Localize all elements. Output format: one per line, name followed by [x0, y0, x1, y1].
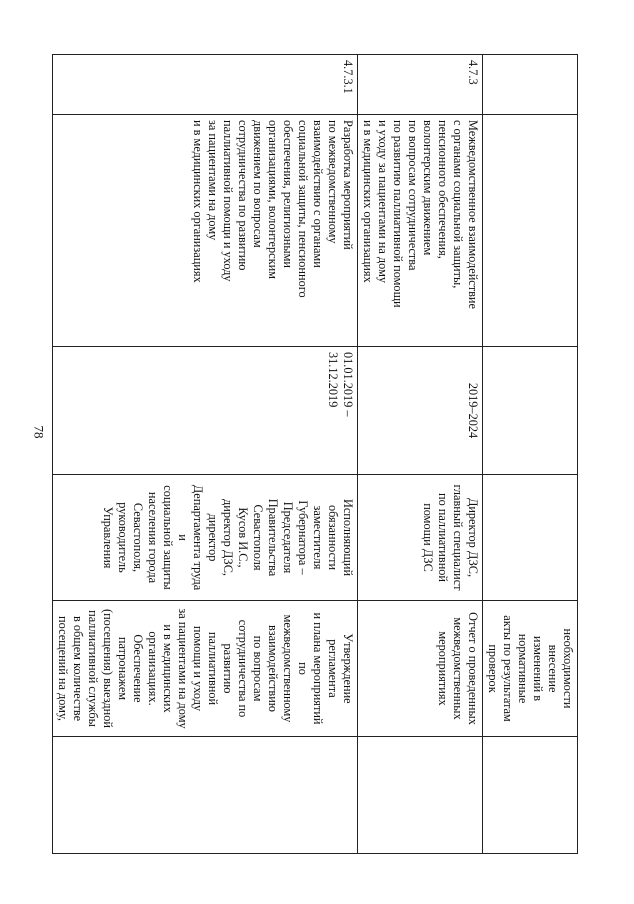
responsible-line: Губернатора –: [296, 500, 310, 575]
result-line: акты по результатам: [501, 615, 515, 722]
measure-name-line: Межведомственное взаимодействие: [466, 120, 480, 309]
responsible-line: социальной защиты: [161, 485, 175, 590]
responsible-line: Севастополя: [251, 504, 265, 571]
responsible-line: руководитель: [116, 502, 130, 573]
term-line: 31.12.2019: [326, 352, 340, 408]
result-line: помощи и уходу: [191, 625, 205, 712]
responsible-line: главный специалист: [451, 484, 465, 591]
measure-name-cell: [483, 115, 578, 347]
result-line: паллиативной службы: [86, 610, 100, 727]
measure-name-line: и в медицинских организациях: [361, 120, 375, 283]
result-line: Утверждение регламента: [326, 633, 355, 704]
term-line: 2019–2024: [466, 382, 480, 439]
measure-name-cell: [358, 115, 483, 347]
responsible-cell: [358, 475, 483, 601]
result-line: организациях.: [146, 631, 160, 706]
item-number-cell: [483, 55, 578, 115]
measure-name-line: обеспечения, религиозными: [281, 120, 295, 268]
result-line: изменений в нормативные: [516, 633, 545, 704]
measure-name-line: взаимодействию с органами: [311, 120, 325, 268]
responsible-line: обязанности: [326, 504, 340, 571]
responsible-line: Исполняющий: [341, 498, 355, 577]
table-row: [53, 55, 358, 854]
responsible-cell: [53, 475, 358, 601]
measure-name-line: по межведомственному: [326, 120, 340, 244]
measure-name-line: и уходу за пациентами на дому: [376, 120, 390, 284]
result-line: мероприятиях: [436, 631, 450, 706]
result-cell: [358, 601, 483, 737]
table-row: [358, 55, 483, 854]
result-cell: [483, 601, 578, 737]
result-line: межведомственному: [281, 614, 295, 723]
measure-name-line: по развитию паллиативной помощи: [391, 120, 405, 308]
term-line: 01.01.2019 –: [341, 352, 355, 417]
measure-name-line: пенсионного обеспечения,: [436, 120, 450, 259]
empty-cell: [358, 737, 483, 854]
responsible-line: населения города: [146, 491, 160, 584]
result-cell: [53, 601, 358, 737]
document-page: [56, 54, 578, 854]
measure-name-line: сотрудничества по развитию: [236, 120, 250, 271]
responsible-line: Кусов И.С.,: [236, 507, 250, 568]
measure-name-line: паллиативной помощи и уходу: [221, 120, 235, 282]
responsible-line: Управления: [101, 506, 115, 569]
result-line: Отчет о проведенных: [466, 612, 480, 725]
responsible-line: Председателя: [281, 501, 295, 574]
item-number-cell: 4.7.3.1: [53, 55, 358, 115]
responsible-line: Департамента труда и: [176, 484, 205, 591]
item-number-cell: 4.7.3: [358, 55, 483, 115]
measure-name-cell: [53, 115, 358, 347]
result-line: по вопросам: [251, 635, 265, 702]
measure-name-line: движением по вопросам: [251, 120, 265, 248]
result-line: в общем количестве: [71, 615, 85, 722]
table-row: [483, 55, 578, 854]
responsible-line: Севастополя,: [131, 502, 145, 573]
term-cell: [483, 347, 578, 475]
measure-name-line: с органами социальной защиты,: [451, 120, 465, 289]
measure-name-line: социальной защиты, пенсионного: [296, 120, 310, 298]
result-line: проверок: [486, 644, 500, 693]
responsible-line: Правительства: [266, 498, 280, 577]
term-cell: [358, 347, 483, 475]
measure-name-line: и в медицинских организациях: [191, 120, 205, 283]
result-line: взаимодействию: [266, 625, 280, 712]
measure-name-line: волонтерским движением: [421, 120, 435, 256]
responsible-line: директор ДЗС,: [221, 499, 235, 576]
result-line: и плана мероприятий по: [296, 612, 325, 725]
result-line: необходимости внесение: [546, 628, 575, 709]
result-line: развитию паллиативной: [206, 631, 235, 706]
empty-cell: [483, 737, 578, 854]
measure-name-line: организациями, волонтерским: [266, 120, 280, 279]
result-line: посещений на дому,: [56, 616, 70, 721]
result-line: Обеспечение патронажем: [116, 634, 145, 703]
empty-cell: [53, 737, 358, 854]
responsible-line: помощи ДЗС: [421, 503, 435, 572]
responsible-line: заместителя: [311, 505, 325, 570]
result-line: и в медицинских: [161, 624, 175, 713]
responsible-line: директор: [206, 513, 220, 562]
measure-name-line: по вопросам сотрудничества: [406, 120, 420, 271]
page-number: 78: [31, 425, 47, 439]
responsible-line: по паллиативной: [436, 492, 450, 582]
measures-table: [52, 54, 578, 854]
responsible-line: Директор ДЗС,: [466, 497, 480, 578]
result-line: (посещения) выездной: [101, 609, 115, 728]
rotated-table-wrapper: [56, 54, 578, 854]
result-line: сотрудничества по: [236, 619, 250, 718]
measure-name-line: Разработка мероприятий: [341, 120, 355, 250]
result-line: межведомственных: [451, 617, 465, 720]
measure-name-line: за пациентами на дому: [206, 120, 220, 241]
responsible-cell: [483, 475, 578, 601]
result-line: за пациентами на дому: [176, 608, 190, 729]
term-cell: [53, 347, 358, 475]
